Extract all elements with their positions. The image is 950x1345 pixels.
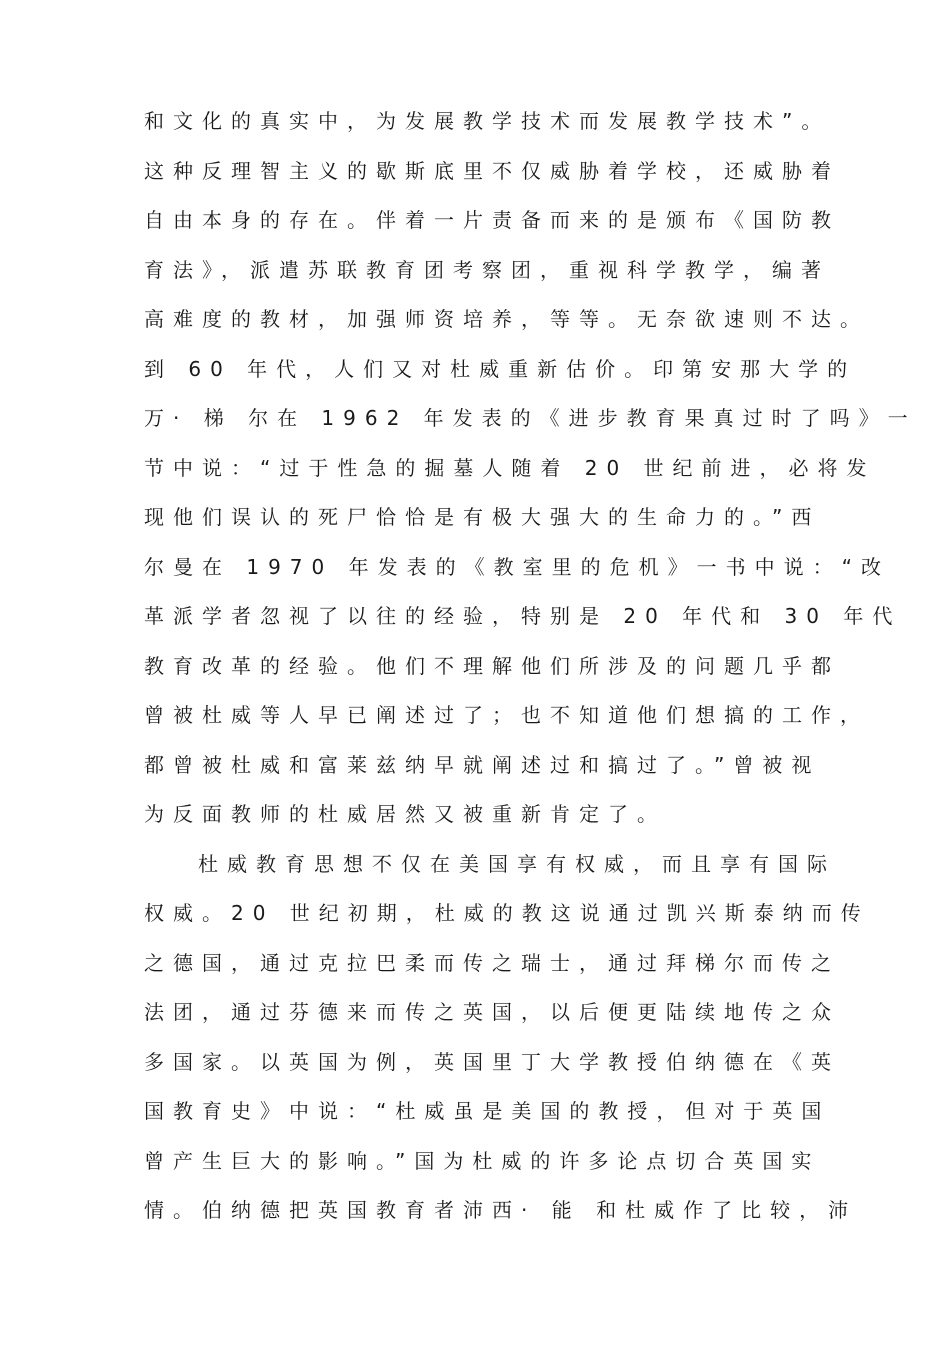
text-line: 自由本身的存在。伴着一片责备而来的是颁布《国防教: [144, 208, 840, 232]
text-line: 国教育史》中说：“杜威虽是美国的教授，但对于英国: [144, 1099, 831, 1123]
text-line: 法团，通过芬德来而传之英国，以后便更陆续地传之众: [144, 1000, 840, 1024]
text-line: 革派学者忽视了以往的经验，特别是 20 年代和 30 年代: [144, 604, 902, 628]
text-line: 情。伯纳德把英国教育者沛西· 能 和杜威作了比较，沛: [144, 1198, 858, 1222]
text-line: 曾被杜威等人早已阐述过了；也不知道他们想搞的工作，: [144, 703, 869, 727]
text-line: 都曾被杜威和富莱兹纳早就阐述过和搞过了。”曾被视: [144, 752, 821, 777]
text-line: 之德国，通过克拉巴柔而传之瑞士，通过拜梯尔而传之: [144, 950, 840, 975]
text-line: 多国家。以英国为例，英国里丁大学教授伯纳德在《英: [144, 1049, 840, 1074]
text-line: 和文化的真实中，为发展教学技术而发展教学技术”。: [144, 109, 831, 133]
text-line: 曾产生巨大的影响。”国为杜威的许多论点切合英国实: [144, 1148, 821, 1173]
text-line: 权威。20 世纪初期，杜威的教这说通过凯兴斯泰纳而传: [144, 901, 870, 925]
text-line: 教育改革的经验。他们不理解他们所涉及的问题几乎都: [144, 653, 840, 678]
text-line: 现他们误认的死尸恰恰是有极大强大的生命力的。”西: [144, 505, 821, 529]
text-line: 尔曼在 1970 年发表的《教室里的危机》一书中说：“改: [144, 554, 890, 579]
text-line: 节中说：“过于性急的掘墓人随着 20 世纪前进，必将发: [144, 455, 876, 480]
text-line: 到 60 年代，人们又对杜威重新估价。印第安那大学的: [144, 356, 857, 381]
text-line: 育法》，派遣苏联教育团考察团，重视科学教学，编著: [144, 257, 830, 282]
text-line: 这种反理智主义的歇斯底里不仅威胁着学校，还威胁着: [144, 158, 840, 183]
text-line: 高难度的教材，加强师资培养，等等。无奈欲速则不达。: [144, 307, 869, 331]
paragraph-first-line: 杜威教育思想不仅在美国享有权威，而且享有国际: [198, 851, 836, 876]
text-line: 万· 梯 尔在 1962 年发表的《进步教育果真过时了吗》一: [144, 406, 917, 430]
text-line: 为反面教师的杜威居然又被重新肯定了。: [144, 802, 666, 826]
body-text: [144, 103, 917, 1242]
